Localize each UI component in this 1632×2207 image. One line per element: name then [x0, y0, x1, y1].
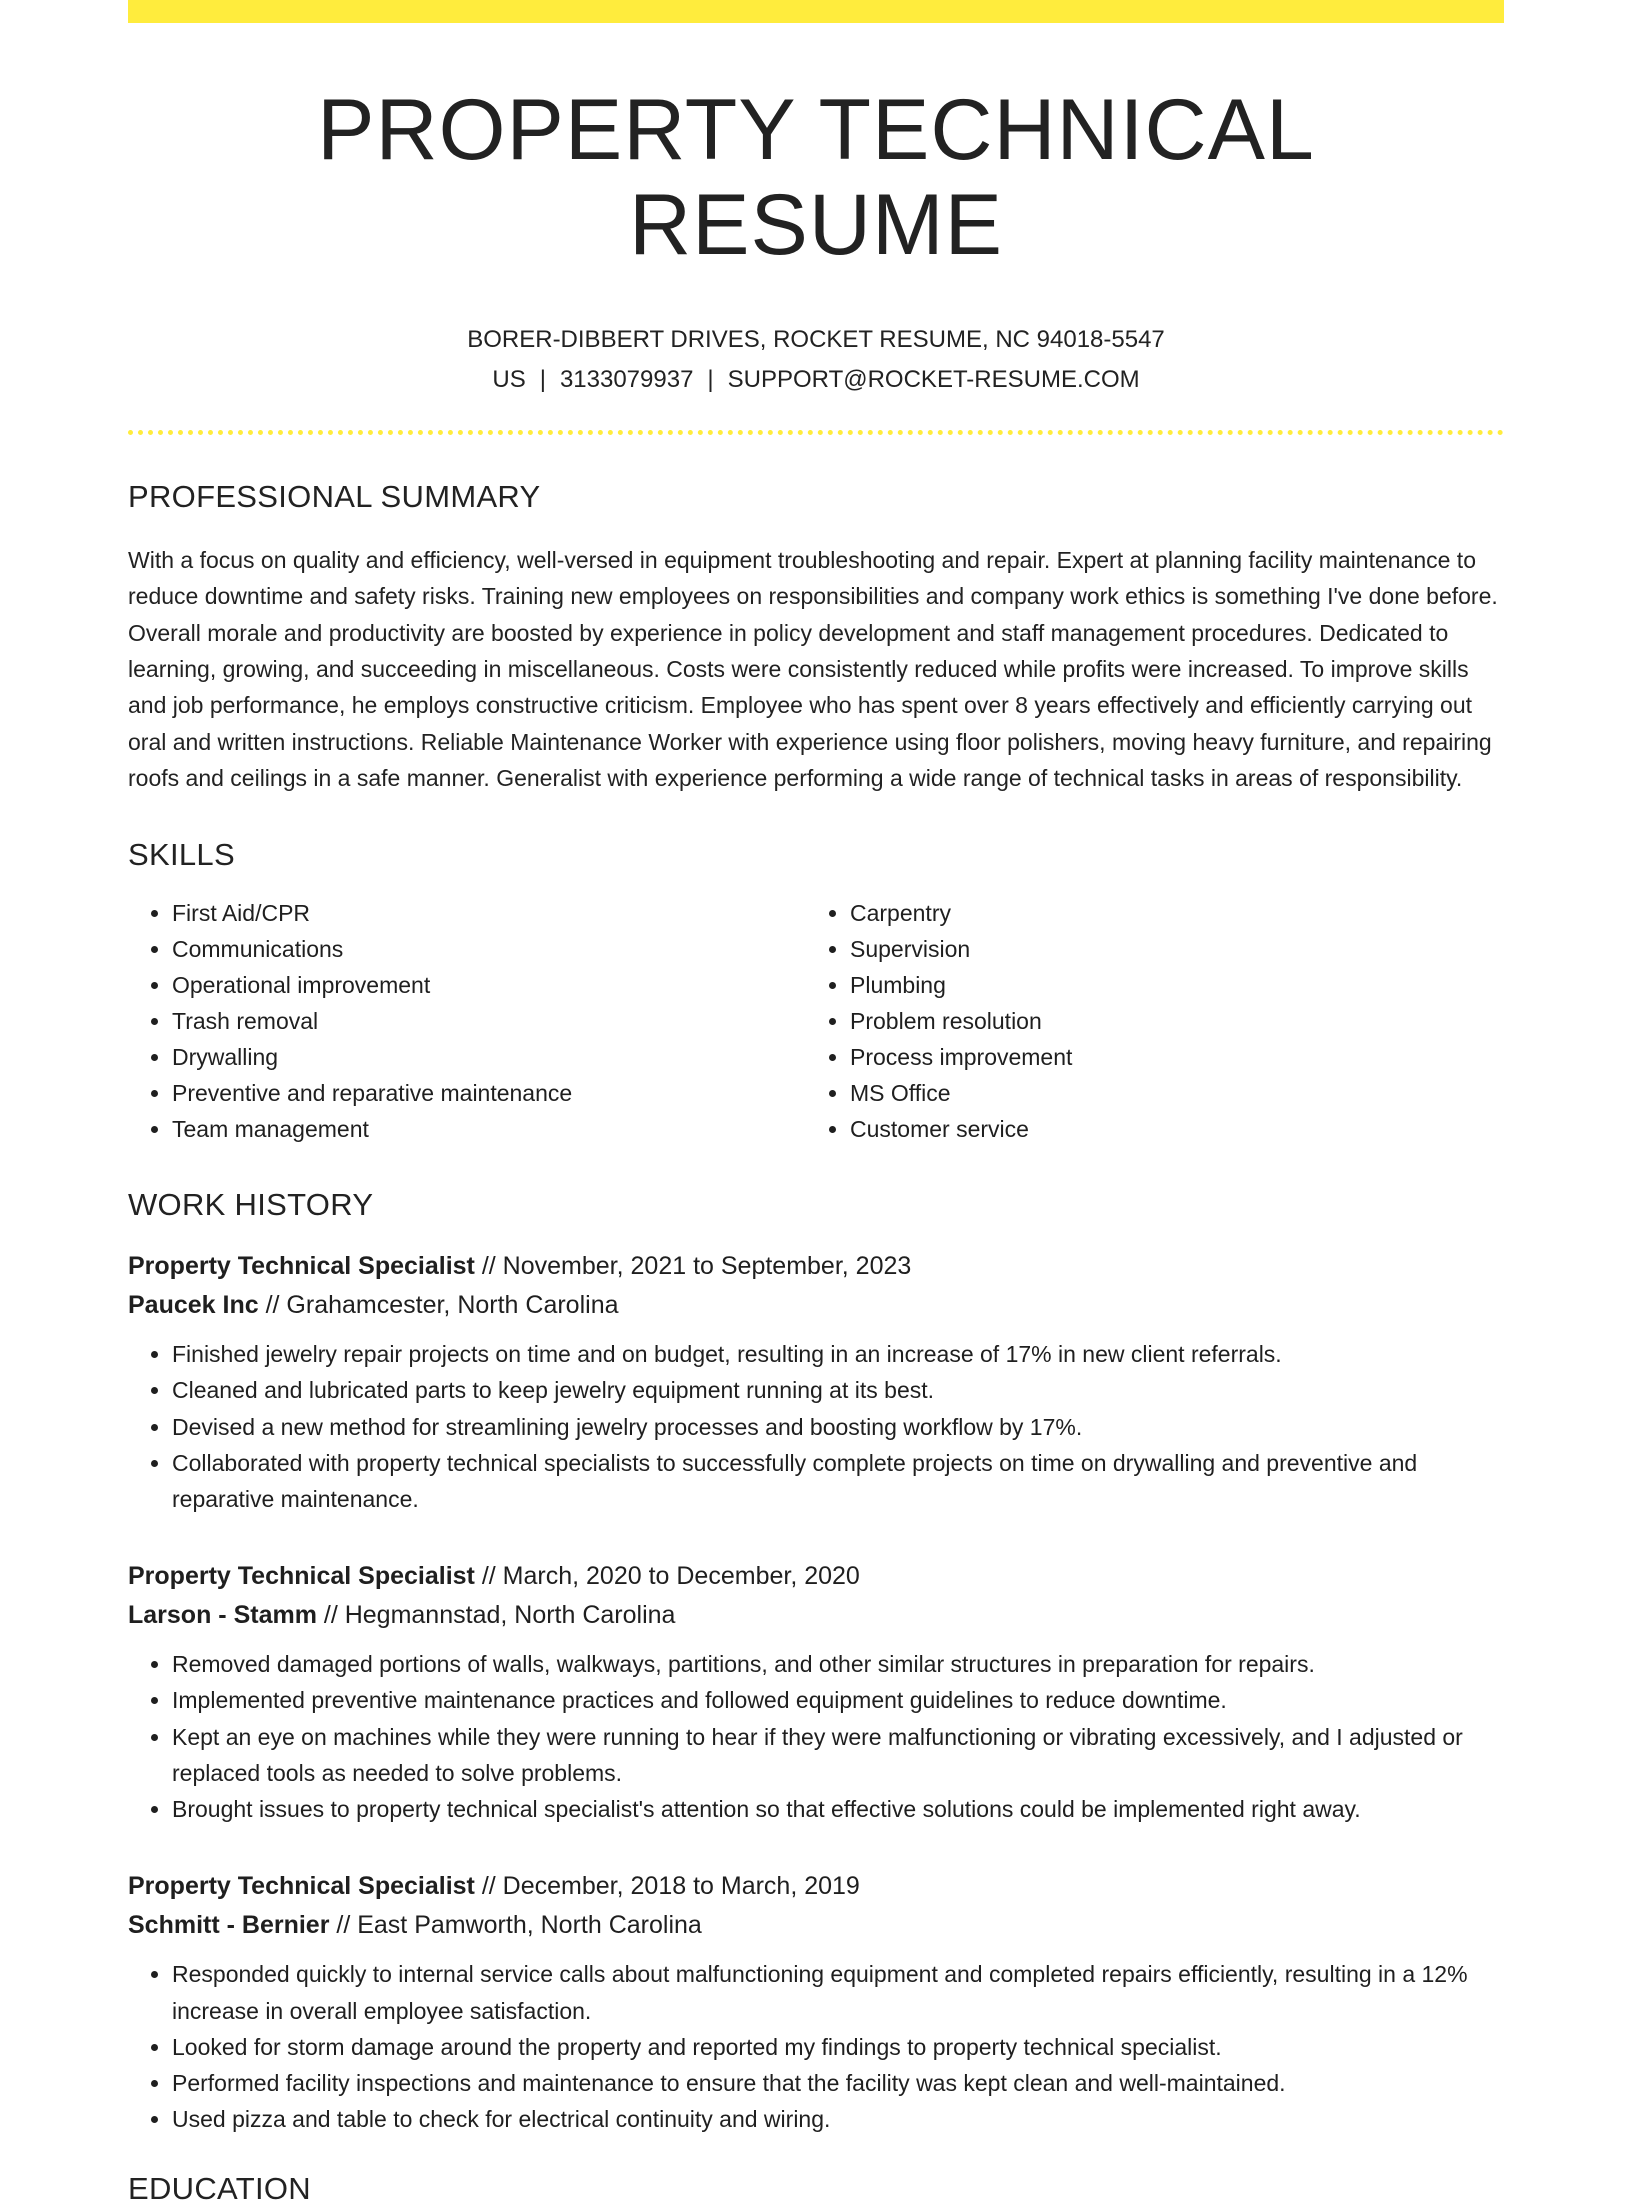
contact-separator: |	[707, 366, 714, 394]
skills-list-right	[806, 895, 1484, 1147]
job-bullets	[128, 1336, 1504, 1517]
job-company: Paucek Inc	[128, 1290, 259, 1319]
job-dates: // November, 2021 to September, 2023	[474, 1252, 912, 1281]
job-entry	[128, 1247, 1504, 1517]
skill-item: • Problem resolution	[850, 1003, 1484, 1039]
skill-item: • Trash removal	[172, 1003, 806, 1039]
job-location: // East Pamworth, North Carolina	[329, 1910, 702, 1939]
skill-item: • Customer service	[850, 1111, 1484, 1147]
skill-item: • Process improvement	[850, 1039, 1484, 1075]
job-company-line	[128, 1286, 1504, 1325]
skill-item: • Operational improvement	[172, 967, 806, 1003]
job-title: Property Technical Specialist	[128, 1872, 475, 1901]
job-bullet: • Implemented preventive maintenance practices and followed equipment guidelines to reduce downtime.	[172, 1682, 1504, 1718]
job-dates: // March, 2020 to December, 2020	[474, 1562, 860, 1591]
job-title-line	[128, 1867, 1504, 1906]
skill-item: • Communications	[172, 931, 806, 967]
job-bullets	[128, 1646, 1504, 1827]
job-bullet: • Used pizza and table to check for electrical continuity and wiring.	[172, 2101, 1504, 2137]
contact-address: BORER-DIBBERT DRIVES, ROCKET RESUME, NC 94018-5547 US	[467, 326, 1165, 394]
job-bullet: • Removed damaged portions of walls, walkways, partitions, and other similar structures in preparation for repairs.	[172, 1646, 1504, 1682]
skill-item: • Team management	[172, 1111, 806, 1147]
skills-section	[128, 837, 1504, 1147]
job-title-line	[128, 1557, 1504, 1596]
job-bullets	[128, 1956, 1504, 2137]
resume-page	[128, 0, 1504, 2207]
section-heading-summary: PROFESSIONAL SUMMARY	[128, 479, 541, 515]
skill-item: • Carpentry	[850, 895, 1484, 931]
job-bullet: • Responded quickly to internal service calls about malfunctioning equipment and completed repairs efficiently, resulting in a 12% increase in overall employee satisfaction.	[172, 1956, 1504, 2028]
accent-top-bar	[128, 0, 1504, 23]
job-company-line	[128, 1596, 1504, 1635]
skill-item: • Preventive and reparative maintenance	[172, 1075, 806, 1111]
job-bullet: • Cleaned and lubricated parts to keep jewelry equipment running at its best.	[172, 1372, 1504, 1408]
contact-phone: 3133079937	[559, 366, 694, 394]
professional-summary-section	[128, 479, 1504, 796]
skill-item: • Drywalling	[172, 1039, 806, 1075]
skill-item: • MS Office	[850, 1075, 1484, 1111]
job-company: Schmitt - Bernier	[128, 1910, 330, 1939]
skill-item: • First Aid/CPR	[172, 895, 806, 931]
skill-item: • Plumbing	[850, 967, 1484, 1003]
contact-line	[128, 320, 1504, 400]
skills-columns	[128, 895, 1504, 1147]
job-title: Property Technical Specialist	[128, 1562, 475, 1591]
job-bullet: • Devised a new method for streamlining jewelry processes and boosting workflow by 17%.	[172, 1409, 1504, 1445]
dotted-divider	[128, 430, 1504, 435]
section-heading-education: EDUCATION	[128, 2171, 311, 2207]
skill-item: • Supervision	[850, 931, 1484, 967]
education-section	[128, 2171, 1504, 2207]
skills-list-left	[128, 895, 806, 1147]
job-bullet: • Finished jewelry repair projects on time and on budget, resulting in an increase of 17% in new client referrals.	[172, 1336, 1504, 1372]
job-title: Property Technical Specialist	[128, 1252, 475, 1281]
contact-email: SUPPORT@ROCKET-RESUME.COM	[727, 366, 1140, 394]
job-entry	[128, 1557, 1504, 1827]
job-bullet: • Brought issues to property technical specialist's attention so that effective solutions could be implemented right away.	[172, 1791, 1504, 1827]
summary-text: With a focus on quality and efficiency, well-versed in equipment troubleshooting and repair. Expert at planning facility maintenance to reduce downtime and safety risks. Training new employees on responsibilities and company work ethics is something I've done before. Overall morale and productivity are boosted by experience in policy development and staff management procedures. Dedicated to learning, growing, and succeeding in miscellaneous. Costs were consistently reduced while profits were increased. To improve skills and job performance, he employs constructive criticism. Employee who has spent over 8 years effectively and efficiently carrying out oral and written instructions. Reliable Maintenance Worker with experience using floor polishers, moving heavy furniture, and repairing roofs and ceilings in a safe manner. Generalist with experience performing a wide range of technical tasks in areas of responsibility.	[128, 547, 1498, 791]
job-entry	[128, 1867, 1504, 2137]
job-title-line	[128, 1247, 1504, 1286]
section-heading-work-history: WORK HISTORY	[128, 1187, 374, 1223]
job-company: Larson - Stamm	[128, 1600, 317, 1629]
page-title: PROPERTY TECHNICAL RESUME	[317, 82, 1315, 273]
work-history-section	[128, 1187, 1504, 2137]
job-company-line	[128, 1906, 1504, 1945]
job-bullet: • Kept an eye on machines while they were running to hear if they were malfunctioning or vibrating excessively, and I adjusted or replaced tools as needed to solve problems.	[172, 1719, 1504, 1791]
job-location: // Hegmannstad, North Carolina	[316, 1600, 676, 1629]
job-location: // Grahamcester, North Carolina	[258, 1290, 619, 1319]
job-bullet: • Performed facility inspections and maintenance to ensure that the facility was kept clean and well-maintained.	[172, 2065, 1504, 2101]
section-heading-skills: SKILLS	[128, 837, 235, 873]
contact-separator: |	[539, 366, 546, 394]
job-bullet: • Looked for storm damage around the property and reported my findings to property technical specialist.	[172, 2029, 1504, 2065]
job-dates: // December, 2018 to March, 2019	[474, 1872, 860, 1901]
job-bullet: • Collaborated with property technical specialists to successfully complete projects on time on drywalling and preventive and reparative maintenance.	[172, 1445, 1504, 1517]
